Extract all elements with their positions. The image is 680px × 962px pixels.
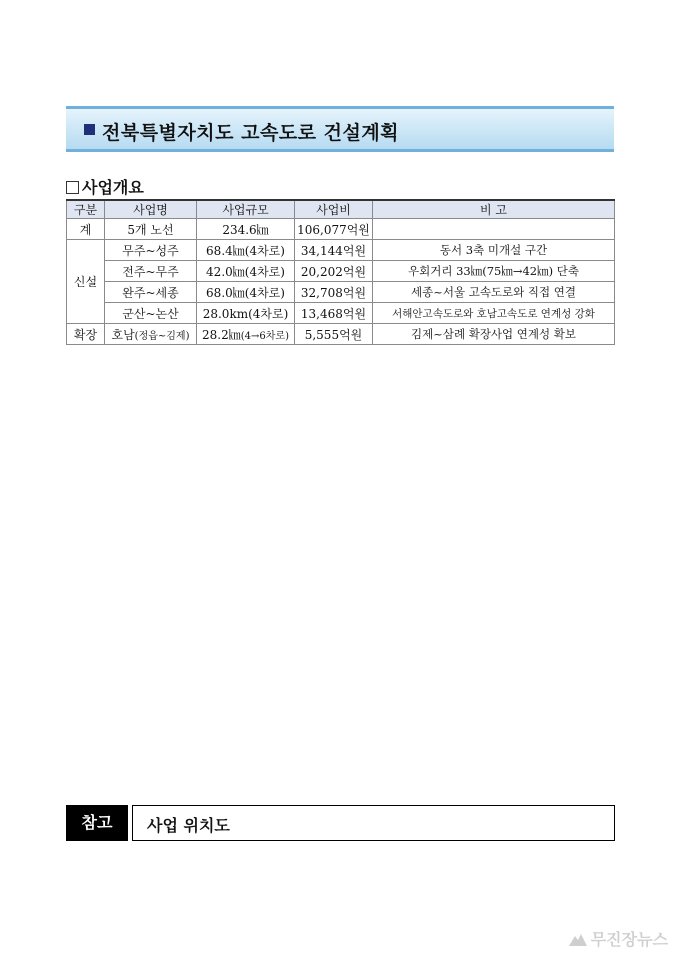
- reference-title: 사업 위치도: [147, 816, 230, 835]
- section-heading-text: 사업개요: [82, 178, 144, 197]
- cell-cost: 20,202억원: [295, 261, 373, 282]
- reference-label: 참고: [66, 805, 128, 841]
- cell-note: 서해안고속도로와 호남고속도로 연계성 강화: [373, 303, 615, 324]
- cell-scale: 28.0km(4차로): [197, 303, 295, 324]
- cell-scale: 42.0㎞(4차로): [197, 261, 295, 282]
- cell-cost: 32,708억원: [295, 282, 373, 303]
- mountain-logo-icon: [569, 932, 587, 946]
- cell-cost: 34,144억원: [295, 240, 373, 261]
- watermark: [569, 927, 668, 950]
- cell-name: 완주~세종: [105, 282, 197, 303]
- cell-category-new: 신설: [67, 240, 105, 324]
- cell-note: 우회거리 33㎞(75㎞→42㎞) 단축: [373, 261, 615, 282]
- checkbox-square-icon: [66, 181, 79, 194]
- table-row-expand: [67, 324, 615, 345]
- cell-category-expand: 확장: [67, 324, 105, 345]
- cell-scale: 234.6㎞: [197, 219, 295, 240]
- table-row-total: [67, 219, 615, 240]
- table-header-row: [67, 200, 615, 219]
- cell-note: 동서 3축 미개설 구간: [373, 240, 615, 261]
- cell-category: 계: [67, 219, 105, 240]
- section-heading: [66, 175, 144, 198]
- cell-name: 5개 노선: [105, 219, 197, 240]
- table-row: [67, 240, 615, 261]
- square-bullet-icon: [84, 124, 95, 135]
- cell-name: 군산~논산: [105, 303, 197, 324]
- overview-table: [66, 199, 615, 345]
- table-row: [67, 303, 615, 324]
- cell-scale: 68.4㎞(4차로): [197, 240, 295, 261]
- header-note: 비 고: [373, 200, 615, 219]
- title-bar: [66, 106, 614, 152]
- cell-name: 전주~무주: [105, 261, 197, 282]
- cell-note: 김제~삼례 확장사업 연계성 확보: [373, 324, 615, 345]
- cell-scale-sub: (4→6차로): [240, 330, 289, 342]
- cell-name: 무주~성주: [105, 240, 197, 261]
- header-name: 사업명: [105, 200, 197, 219]
- table-row: [67, 261, 615, 282]
- cell-name: [105, 324, 197, 345]
- watermark-text: 무진장뉴스: [590, 930, 668, 949]
- header-scale: 사업규모: [197, 200, 295, 219]
- cell-note: 세종~서울 고속도로와 직접 연결: [373, 282, 615, 303]
- cell-scale: [197, 324, 295, 345]
- cell-name-sub: (정읍~김제): [134, 330, 190, 342]
- cell-scale-main: 28.2㎞: [202, 327, 241, 342]
- cell-cost: 13,468억원: [295, 303, 373, 324]
- header-cost: 사업비: [295, 200, 373, 219]
- cell-cost: 106,077억원: [295, 219, 373, 240]
- cell-cost: 5,555억원: [295, 324, 373, 345]
- cell-note: [373, 219, 615, 240]
- header-category: 구분: [67, 200, 105, 219]
- table-row: [67, 282, 615, 303]
- cell-name-main: 호남: [111, 327, 135, 342]
- page-title: 전북특별자치도 고속도로 건설계획: [102, 122, 400, 144]
- reference-box: [132, 805, 615, 841]
- cell-scale: 68.0㎞(4차로): [197, 282, 295, 303]
